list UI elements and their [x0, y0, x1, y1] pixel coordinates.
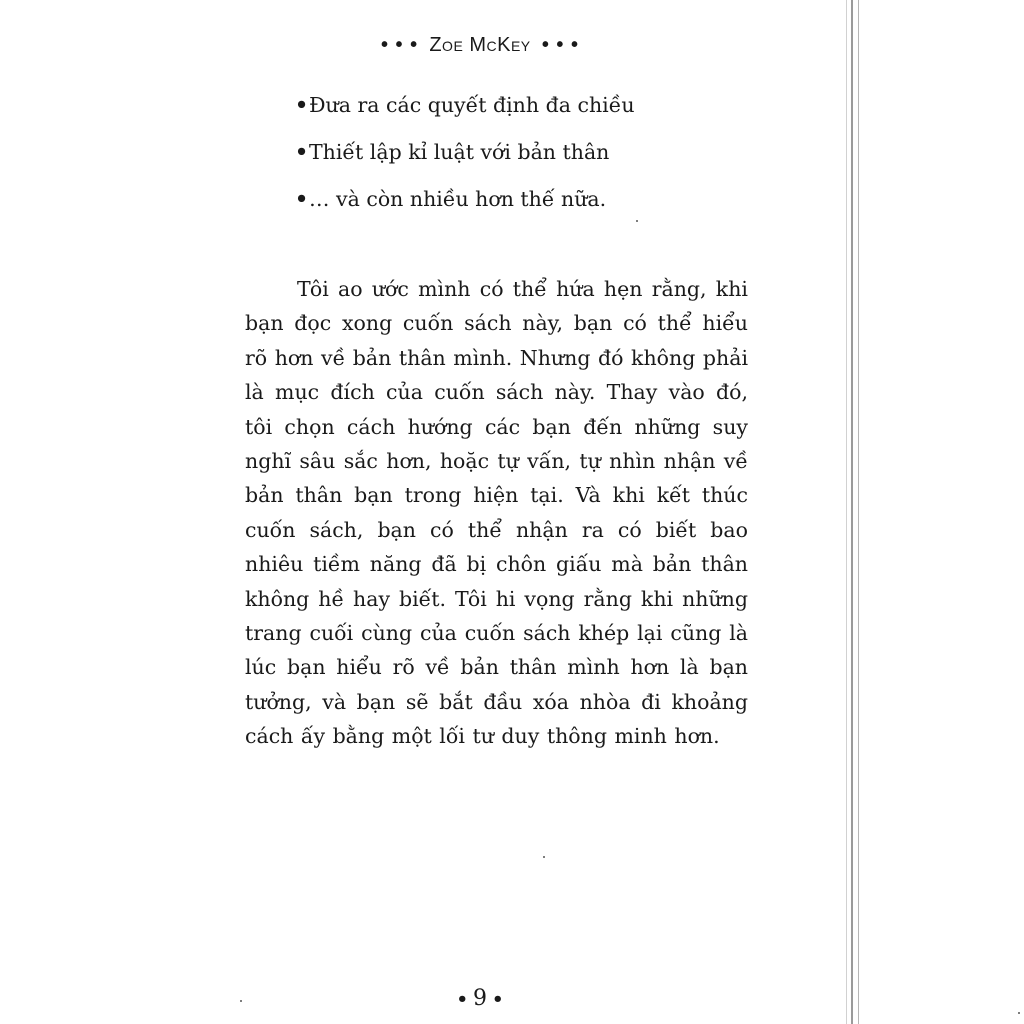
bullet-list [295, 82, 715, 223]
list-item [295, 82, 715, 129]
header-dots-right: • • • [541, 34, 579, 56]
page-number-dot-right: • [492, 989, 504, 1010]
running-header [380, 34, 580, 57]
bullet-mark: • [295, 187, 309, 211]
bullet-text: Đưa ra các quyết định đa chiều [309, 93, 635, 117]
list-item [295, 129, 715, 176]
header-author: Zoe McKey [429, 34, 531, 56]
scan-speck [543, 856, 545, 858]
body-paragraph: Tôi ao ước mình có thể hứa hẹn rằng, khi bạn đọc xong cuốn sách này, bạn có thể hiểu rõ hơn về bản thân mình. Nhưng đó không phải là mục đích của cuốn sách này. Thay vào đó, tôi chọn cách hướng các bạn đến những suy nghĩ sâu sắc hơn, hoặc tự vấn, tự nhìn nhận về bản thân bạn trong hiện tại. Và khi kết thúc cuốn sách, bạn có thể nhận ra có biết bao nhiêu tiềm năng đã bị chôn giấu mà bản thân không hề hay biết. Tôi hi vọng rằng khi những trang cuối cùng của cuốn sách khép lại cũng là lúc bạn hiểu rõ về bản thân mình hơn là bạn tưởng, và bạn sẽ bắt đầu xóa nhòa đi khoảng cách ấy bằng một lối tư duy thông minh hơn. [245, 277, 748, 749]
list-item [295, 176, 715, 223]
header-dots-left: • • • [380, 34, 419, 56]
bullet-text: Thiết lập kỉ luật với bản thân [309, 140, 610, 164]
bullet-mark: • [295, 140, 309, 164]
page-edge-shadow [846, 0, 847, 1024]
page-number [440, 986, 520, 1011]
scan-speck [240, 1000, 242, 1002]
scan-speck [636, 220, 638, 222]
page-number-dot-left: • [456, 989, 468, 1010]
page-edge-line [851, 0, 853, 1024]
bullet-mark: • [295, 93, 309, 117]
scan-speck [1018, 1012, 1020, 1014]
page-edge-line-secondary [858, 0, 859, 1024]
page-number-value: 9 [473, 986, 487, 1011]
bullet-text: … và còn nhiều hơn thế nữa. [309, 187, 607, 211]
